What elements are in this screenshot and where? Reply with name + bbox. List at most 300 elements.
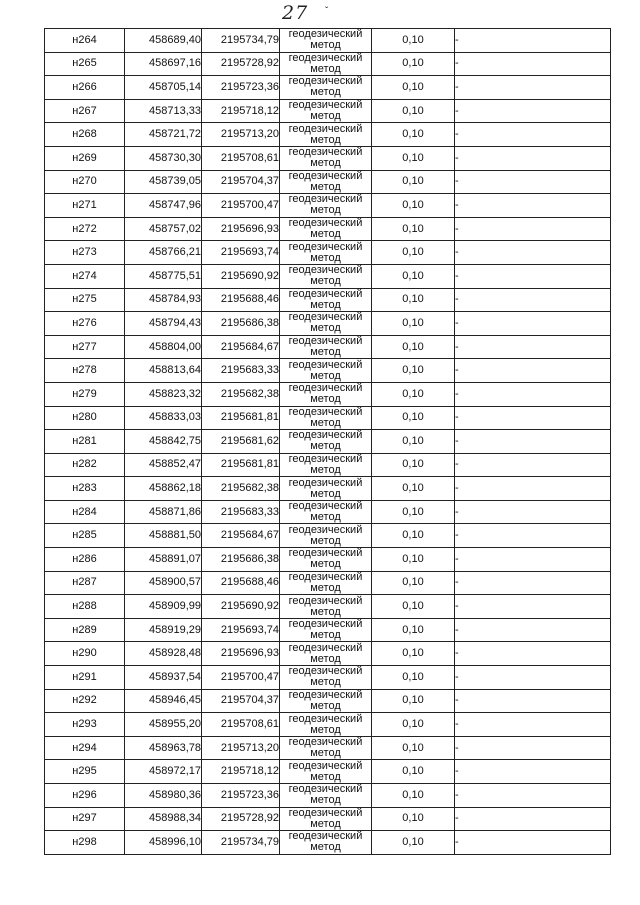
method-line-2: метод (310, 180, 341, 193)
table-row (45, 618, 611, 642)
accuracy-cell: 0,10 (372, 76, 455, 100)
method-cell (280, 736, 372, 760)
method-cell (280, 335, 372, 359)
x-coordinate-cell: 458937,54 (125, 666, 202, 690)
method-line-1: геодезический (288, 689, 363, 701)
x-coordinate-cell: 458705,14 (125, 76, 202, 100)
note-cell: - (455, 99, 611, 123)
table-row (45, 477, 611, 501)
note-cell: - (455, 736, 611, 760)
accuracy-cell: 0,10 (372, 194, 455, 218)
method-line-1: геодезический (288, 382, 363, 395)
y-coordinate-cell: 2195684,67 (202, 335, 280, 359)
method-cell (280, 595, 372, 619)
table-row (45, 312, 611, 336)
method-cell (280, 807, 372, 831)
method-line-1: геодезический (288, 665, 363, 678)
x-coordinate-cell: 458697,16 (125, 52, 202, 76)
method-cell (280, 430, 372, 454)
y-coordinate-cell: 2195686,38 (202, 548, 280, 572)
method-cell (280, 146, 372, 170)
y-coordinate-cell: 2195686,38 (202, 312, 280, 336)
note-cell: - (455, 359, 611, 383)
y-coordinate-cell: 2195718,12 (202, 760, 280, 784)
y-coordinate-cell: 2195696,93 (202, 217, 280, 241)
x-coordinate-cell: 458842,75 (125, 430, 202, 454)
method-line-1: геодезический (288, 288, 363, 300)
y-coordinate-cell: 2195700,47 (202, 194, 280, 218)
x-coordinate-cell: 458813,64 (125, 359, 202, 383)
point-name-cell: н288 (45, 595, 125, 619)
point-name-cell: н286 (45, 548, 125, 572)
method-cell (280, 642, 372, 666)
method-line-1: геодезический (288, 335, 363, 348)
note-cell: - (455, 453, 611, 477)
method-line-2: метод (310, 817, 341, 830)
point-name-cell: н267 (45, 99, 125, 123)
accuracy-cell: 0,10 (372, 500, 455, 524)
x-coordinate-cell: 458909,99 (125, 595, 202, 619)
accuracy-cell: 0,10 (372, 430, 455, 454)
accuracy-cell: 0,10 (372, 807, 455, 831)
accuracy-cell: 0,10 (372, 52, 455, 76)
x-coordinate-cell: 458823,32 (125, 382, 202, 406)
method-cell (280, 784, 372, 808)
method-line-1: геодезический (288, 547, 363, 560)
method-line-1: геодезический (288, 28, 363, 41)
note-cell: - (455, 689, 611, 713)
method-line-1: геодезический (288, 736, 363, 749)
method-line-2: метод (310, 346, 341, 359)
y-coordinate-cell: 2195708,61 (202, 146, 280, 170)
method-line-2: метод (310, 770, 341, 783)
point-name-cell: н280 (45, 406, 125, 430)
table-row (45, 146, 611, 170)
y-coordinate-cell: 2195682,38 (202, 477, 280, 501)
method-line-1: геодезический (288, 618, 363, 631)
method-line-2: метод (310, 416, 341, 429)
accuracy-cell: 0,10 (372, 123, 455, 147)
table-row (45, 736, 611, 760)
table-row (45, 666, 611, 690)
note-cell: - (455, 477, 611, 501)
note-cell: - (455, 123, 611, 147)
method-cell (280, 500, 372, 524)
table-row (45, 382, 611, 406)
method-line-2: метод (310, 794, 341, 807)
method-line-2: метод (310, 841, 341, 854)
table-row (45, 264, 611, 288)
x-coordinate-cell: 458946,45 (125, 689, 202, 713)
accuracy-cell: 0,10 (372, 571, 455, 595)
x-coordinate-cell: 458757,02 (125, 217, 202, 241)
method-cell (280, 29, 372, 53)
y-coordinate-cell: 2195681,62 (202, 430, 280, 454)
point-name-cell: н278 (45, 359, 125, 383)
point-name-cell: н291 (45, 666, 125, 690)
note-cell: - (455, 784, 611, 808)
note-cell: - (455, 52, 611, 76)
method-line-1: геодезический (288, 75, 363, 88)
method-cell (280, 359, 372, 383)
coordinates-table-body (45, 29, 611, 855)
point-name-cell: н276 (45, 312, 125, 336)
x-coordinate-cell: 458996,10 (125, 831, 202, 855)
x-coordinate-cell: 458891,07 (125, 548, 202, 572)
y-coordinate-cell: 2195713,20 (202, 736, 280, 760)
y-coordinate-cell: 2195681,81 (202, 453, 280, 477)
method-line-2: метод (310, 369, 341, 382)
accuracy-cell: 0,10 (372, 713, 455, 737)
coordinates-table (44, 28, 611, 855)
point-name-cell: н290 (45, 642, 125, 666)
method-cell (280, 406, 372, 430)
method-cell (280, 666, 372, 690)
method-cell (280, 288, 372, 312)
table-row (45, 170, 611, 194)
method-line-1: геодезический (288, 146, 363, 159)
method-line-2: метод (310, 157, 341, 170)
note-cell: - (455, 831, 611, 855)
method-line-2: метод (310, 581, 341, 594)
table-row (45, 500, 611, 524)
method-line-1: геодезический (288, 240, 363, 253)
point-name-cell: н283 (45, 477, 125, 501)
method-cell (280, 477, 372, 501)
method-line-1: геодезический (288, 99, 363, 112)
x-coordinate-cell: 458972,17 (125, 760, 202, 784)
page-number-mark: ˇ (325, 6, 329, 17)
y-coordinate-cell: 2195688,46 (202, 288, 280, 312)
y-coordinate-cell: 2195723,36 (202, 784, 280, 808)
x-coordinate-cell: 458988,34 (125, 807, 202, 831)
accuracy-cell: 0,10 (372, 335, 455, 359)
x-coordinate-cell: 458881,50 (125, 524, 202, 548)
method-cell (280, 194, 372, 218)
note-cell: - (455, 170, 611, 194)
x-coordinate-cell: 458713,33 (125, 99, 202, 123)
method-cell (280, 760, 372, 784)
table-row (45, 52, 611, 76)
y-coordinate-cell: 2195728,92 (202, 52, 280, 76)
y-coordinate-cell: 2195708,61 (202, 713, 280, 737)
note-cell: - (455, 642, 611, 666)
x-coordinate-cell: 458919,29 (125, 618, 202, 642)
method-cell (280, 689, 372, 713)
x-coordinate-cell: 458862,18 (125, 477, 202, 501)
point-name-cell: н269 (45, 146, 125, 170)
y-coordinate-cell: 2195734,79 (202, 29, 280, 53)
method-line-2: метод (310, 723, 341, 736)
method-cell (280, 312, 372, 336)
x-coordinate-cell: 458928,48 (125, 642, 202, 666)
table-row (45, 595, 611, 619)
method-line-1: геодезический (288, 830, 363, 843)
table-row (45, 713, 611, 737)
y-coordinate-cell: 2195683,33 (202, 359, 280, 383)
note-cell: - (455, 288, 611, 312)
x-coordinate-cell: 458871,86 (125, 500, 202, 524)
y-coordinate-cell: 2195690,92 (202, 595, 280, 619)
note-cell: - (455, 595, 611, 619)
table-row (45, 288, 611, 312)
accuracy-cell: 0,10 (372, 264, 455, 288)
x-coordinate-cell: 458794,43 (125, 312, 202, 336)
point-name-cell: н270 (45, 170, 125, 194)
accuracy-cell: 0,10 (372, 217, 455, 241)
note-cell: - (455, 217, 611, 241)
method-cell (280, 713, 372, 737)
method-line-2: метод (310, 110, 341, 123)
method-line-2: метод (310, 487, 341, 500)
y-coordinate-cell: 2195693,74 (202, 241, 280, 265)
point-name-cell: н264 (45, 29, 125, 53)
y-coordinate-cell: 2195682,38 (202, 382, 280, 406)
accuracy-cell: 0,10 (372, 241, 455, 265)
method-line-2: метод (310, 39, 341, 52)
method-cell (280, 241, 372, 265)
point-name-cell: н297 (45, 807, 125, 831)
point-name-cell: н277 (45, 335, 125, 359)
note-cell: - (455, 76, 611, 100)
accuracy-cell: 0,10 (372, 618, 455, 642)
point-name-cell: н285 (45, 524, 125, 548)
note-cell: - (455, 760, 611, 784)
y-coordinate-cell: 2195688,46 (202, 571, 280, 595)
table-row (45, 335, 611, 359)
method-cell (280, 524, 372, 548)
point-name-cell: н268 (45, 123, 125, 147)
y-coordinate-cell: 2195734,79 (202, 831, 280, 855)
method-line-2: метод (310, 511, 341, 524)
accuracy-cell: 0,10 (372, 288, 455, 312)
y-coordinate-cell: 2195700,47 (202, 666, 280, 690)
method-cell (280, 382, 372, 406)
x-coordinate-cell: 458955,20 (125, 713, 202, 737)
table-row (45, 406, 611, 430)
x-coordinate-cell: 458739,05 (125, 170, 202, 194)
note-cell: - (455, 264, 611, 288)
x-coordinate-cell: 458980,36 (125, 784, 202, 808)
x-coordinate-cell: 458852,47 (125, 453, 202, 477)
y-coordinate-cell: 2195704,37 (202, 689, 280, 713)
accuracy-cell: 0,10 (372, 406, 455, 430)
note-cell: - (455, 618, 611, 642)
point-name-cell: н272 (45, 217, 125, 241)
x-coordinate-cell: 458784,93 (125, 288, 202, 312)
note-cell: - (455, 571, 611, 595)
method-cell (280, 571, 372, 595)
x-coordinate-cell: 458833,03 (125, 406, 202, 430)
method-line-1: геодезический (288, 500, 363, 513)
method-line-1: геодезический (288, 523, 363, 536)
method-line-2: метод (310, 652, 341, 665)
y-coordinate-cell: 2195683,33 (202, 500, 280, 524)
x-coordinate-cell: 458900,57 (125, 571, 202, 595)
method-line-2: метод (310, 463, 341, 476)
note-cell: - (455, 406, 611, 430)
table-row (45, 831, 611, 855)
method-line-2: метод (310, 204, 341, 217)
table-row (45, 29, 611, 53)
x-coordinate-cell: 458804,00 (125, 335, 202, 359)
method-cell (280, 831, 372, 855)
accuracy-cell: 0,10 (372, 666, 455, 690)
method-cell (280, 123, 372, 147)
point-name-cell: н265 (45, 52, 125, 76)
table-row (45, 571, 611, 595)
accuracy-cell: 0,10 (372, 477, 455, 501)
y-coordinate-cell: 2195723,36 (202, 76, 280, 100)
note-cell: - (455, 666, 611, 690)
method-cell (280, 52, 372, 76)
method-line-1: геодезический (288, 311, 363, 324)
x-coordinate-cell: 458721,72 (125, 123, 202, 147)
table-row (45, 241, 611, 265)
x-coordinate-cell: 458689,40 (125, 29, 202, 53)
method-line-2: метод (310, 322, 341, 335)
page-number: 27 (282, 2, 309, 24)
point-name-cell: н284 (45, 500, 125, 524)
accuracy-cell: 0,10 (372, 99, 455, 123)
method-cell (280, 264, 372, 288)
note-cell: - (455, 430, 611, 454)
accuracy-cell: 0,10 (372, 312, 455, 336)
method-cell (280, 453, 372, 477)
point-name-cell: н289 (45, 618, 125, 642)
x-coordinate-cell: 458775,51 (125, 264, 202, 288)
point-name-cell: н273 (45, 241, 125, 265)
point-name-cell: н282 (45, 453, 125, 477)
method-line-2: метод (310, 275, 341, 288)
method-line-1: геодезический (288, 571, 363, 583)
point-name-cell: н274 (45, 264, 125, 288)
method-line-1: геодезический (288, 264, 363, 277)
method-line-2: метод (310, 62, 341, 75)
method-line-1: геодезический (288, 170, 363, 182)
point-name-cell: н271 (45, 194, 125, 218)
method-line-1: геодезический (288, 476, 363, 489)
table-row (45, 548, 611, 572)
y-coordinate-cell: 2195696,93 (202, 642, 280, 666)
note-cell: - (455, 312, 611, 336)
method-cell (280, 99, 372, 123)
method-line-1: геодезический (288, 807, 363, 819)
table-row (45, 524, 611, 548)
accuracy-cell: 0,10 (372, 760, 455, 784)
note-cell: - (455, 500, 611, 524)
accuracy-cell: 0,10 (372, 170, 455, 194)
point-name-cell: н292 (45, 689, 125, 713)
note-cell: - (455, 548, 611, 572)
note-cell: - (455, 29, 611, 53)
accuracy-cell: 0,10 (372, 524, 455, 548)
table-row (45, 784, 611, 808)
note-cell: - (455, 807, 611, 831)
method-line-1: геодезический (288, 358, 363, 371)
note-cell: - (455, 146, 611, 170)
point-name-cell: н266 (45, 76, 125, 100)
accuracy-cell: 0,10 (372, 642, 455, 666)
method-line-1: геодезический (288, 406, 363, 418)
accuracy-cell: 0,10 (372, 784, 455, 808)
method-line-1: геодезический (288, 641, 363, 654)
method-line-2: метод (310, 747, 341, 760)
note-cell: - (455, 241, 611, 265)
method-line-2: метод (310, 534, 341, 547)
x-coordinate-cell: 458747,96 (125, 194, 202, 218)
method-cell (280, 76, 372, 100)
table-row (45, 642, 611, 666)
method-line-2: метод (310, 133, 341, 146)
table-row (45, 123, 611, 147)
method-line-1: геодезический (288, 453, 363, 465)
method-line-1: геодезический (288, 217, 363, 230)
method-line-2: метод (310, 228, 341, 241)
method-cell (280, 217, 372, 241)
point-name-cell: н296 (45, 784, 125, 808)
method-line-1: геодезический (288, 52, 363, 64)
point-name-cell: н294 (45, 736, 125, 760)
note-cell: - (455, 524, 611, 548)
method-line-1: геодезический (288, 712, 363, 725)
point-name-cell: н295 (45, 760, 125, 784)
point-name-cell: н287 (45, 571, 125, 595)
table-row (45, 430, 611, 454)
point-name-cell: н275 (45, 288, 125, 312)
y-coordinate-cell: 2195693,74 (202, 618, 280, 642)
table-row (45, 217, 611, 241)
method-line-2: метод (310, 676, 341, 689)
note-cell: - (455, 194, 611, 218)
method-line-2: метод (310, 86, 341, 99)
point-name-cell: н279 (45, 382, 125, 406)
accuracy-cell: 0,10 (372, 831, 455, 855)
point-name-cell: н293 (45, 713, 125, 737)
accuracy-cell: 0,10 (372, 548, 455, 572)
accuracy-cell: 0,10 (372, 595, 455, 619)
note-cell: - (455, 382, 611, 406)
method-line-1: геодезический (288, 759, 363, 772)
method-cell (280, 548, 372, 572)
method-line-2: метод (310, 440, 341, 453)
y-coordinate-cell: 2195713,20 (202, 123, 280, 147)
accuracy-cell: 0,10 (372, 736, 455, 760)
point-name-cell: н298 (45, 831, 125, 855)
x-coordinate-cell: 458730,30 (125, 146, 202, 170)
table-row (45, 76, 611, 100)
method-line-1: геодезический (288, 594, 363, 607)
table-row (45, 194, 611, 218)
y-coordinate-cell: 2195690,92 (202, 264, 280, 288)
x-coordinate-cell: 458766,21 (125, 241, 202, 265)
table-row (45, 807, 611, 831)
y-coordinate-cell: 2195718,12 (202, 99, 280, 123)
method-line-1: геодезический (288, 193, 363, 206)
method-line-1: геодезический (288, 429, 363, 442)
accuracy-cell: 0,10 (372, 146, 455, 170)
method-line-2: метод (310, 558, 341, 571)
y-coordinate-cell: 2195684,67 (202, 524, 280, 548)
accuracy-cell: 0,10 (372, 359, 455, 383)
accuracy-cell: 0,10 (372, 453, 455, 477)
table-row (45, 99, 611, 123)
method-line-2: метод (310, 251, 341, 264)
point-name-cell: н281 (45, 430, 125, 454)
accuracy-cell: 0,10 (372, 689, 455, 713)
method-cell (280, 170, 372, 194)
method-line-2: метод (310, 605, 341, 618)
